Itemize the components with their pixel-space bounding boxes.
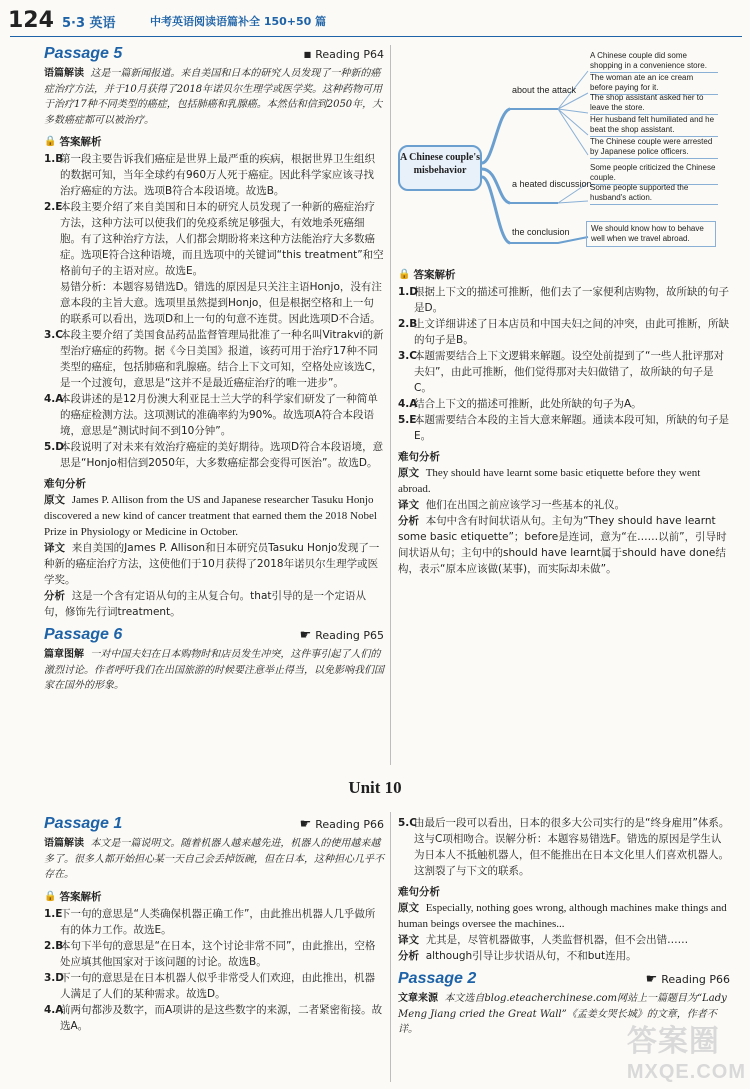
column-divider — [390, 812, 391, 1082]
page-number: 124 — [8, 8, 54, 33]
reading-ref — [300, 817, 384, 832]
mind-map-center: A Chinese couple's misbehavior — [398, 145, 482, 191]
answer-explanation: 结合上下文的描述可推断，此处所缺的句子为A。 — [414, 398, 642, 410]
answer-number: 4.A — [44, 393, 64, 405]
watermark-line: MXQE.COM — [626, 1061, 746, 1083]
answer-number: 3.D — [44, 971, 65, 984]
answer-explanation: 本句下半句的意思是“在日本，这个讨论非常不同”，由此推出，空格处应填其他国家对于该问题的讨论。故选B。 — [60, 939, 376, 968]
analysis-text: although引导让步状语从句，不和but连用。 — [425, 950, 637, 962]
intro-text: 一对中国夫妇在日本购物时和店员发生冲突，这件事引起了人们的激烈讨论。作者呼吁我们在出国旅游的时候要注意举止得当，以免影响我们国家在国外的形象。 — [44, 649, 384, 691]
original-text: They should have learnt some basic etiquette before they went abroad. — [398, 467, 701, 495]
intro-text: 本文是一篇说明文。随着机器人越来越先进，机器人的使用越来越多了。很多人都开始担心某一天自己会丢掉饭碗，但在日本，这种担心几乎不存在。 — [44, 838, 384, 880]
answer-section-label: 答案解析 — [59, 136, 102, 148]
translation-text: 尤其是，尽管机器做事，人类监督机器，但不会出错…… — [425, 934, 689, 946]
branch-leaf: Some people criticized the Chinese couple. — [590, 163, 718, 185]
original-text: James P. Allison from the US and Japanese researcher Tasuku Honjo discovered a new kind of cancer treatment that earned them the 2018 Nobel Prize in Physiology or Medicine in October. — [44, 494, 377, 538]
column-divider — [390, 45, 391, 765]
passage-header — [44, 45, 384, 63]
passage-intro — [44, 836, 384, 883]
answer-explanation: 由最后一段可以看出，日本的很多大公司实行的是“终身雇用”体系。这与C项相吻合。误解分析：本题容易错选F。错选的原因是学生认为日本人不抵触机器人，但不能推出在日本文化里人们喜欢机器人。这割裂了与下文的联系。 — [414, 817, 730, 877]
answer-number: 1.B — [44, 153, 64, 165]
branch-label: a heated discussion — [512, 179, 592, 189]
analysis-text: 这是一个含有定语从句的主从复合句。that引导的是一个定语从句，修饰先行词treatment。 — [44, 590, 367, 618]
book-subtitle: 中考英语阅读语篇补全 150+50 篇 — [150, 15, 327, 28]
answer-item — [398, 316, 730, 348]
passage-title: Passage 1 — [44, 815, 123, 832]
answer-explanation: 下一句的意思是“人类确保机器正确工作”，由此推出机器人几乎做所有的体力工作。故选E。 — [60, 907, 376, 936]
answer-explanation: 本段主要介绍了美国食品药品监督管理局批准了一种名叫Vitrakvi的新型治疗癌症的药物。据《今日美国》报道，该药可用于治疗17种不同类型的癌症，包括肺癌和乳腺癌。结合上下文可知，空格处应该选C，是一个过渡句，意思是“这并不是最近癌症治疗的唯一进步”。 — [60, 329, 384, 389]
unit-heading: Unit 10 — [348, 778, 402, 797]
lock-icon: 🔒 — [398, 269, 411, 280]
answer-section-title — [398, 267, 730, 282]
original-label: 原文 — [398, 467, 419, 479]
reading-ref: ■ Reading P64 — [303, 47, 384, 61]
branch-leaf: We should know how to behave well when we travel abroad. — [586, 221, 716, 247]
translation-text: 他们在出国之前应该学习一些基本的礼仪。 — [425, 499, 626, 511]
branch-label: the conclusion — [512, 227, 570, 237]
answer-item — [44, 279, 384, 327]
answer-item — [398, 412, 730, 444]
reading-page: Reading P64 — [315, 47, 384, 61]
passage-5-section — [44, 45, 384, 694]
difficult-sentence-title: 难句分析 — [398, 886, 440, 898]
page-header — [0, 0, 750, 38]
answer-item — [398, 284, 730, 316]
passage-title: Passage 5 — [44, 45, 123, 62]
original-label: 原文 — [44, 494, 65, 506]
unit10-passage-1-section — [44, 815, 384, 1034]
answer-number: 2.E — [44, 201, 63, 213]
difficult-sentence-title: 难句分析 — [398, 451, 440, 463]
branch-leaf: Her husband felt humiliated and he beat the shop assistant. — [590, 115, 718, 137]
answer-explanation: 本段说明了对未来有效治疗癌症的美好期待。选项D符合本段语境，意思是“Honjo相信到2050年，大多数癌症都会变得可医治”。故选D。 — [60, 441, 384, 469]
answer-explanation: 易错分析：本题容易错选D。错选的原因是只关注主语Honjo，没有注意本段的主旨大意。选项里虽然提到Honjo，但是根据空格和上一句的联系可以看出，选项D和上一句的句意不连贯。因此选项D不合适。 — [60, 281, 382, 325]
answer-explanation: 本段主要介绍了来自美国和日本的研究人员发现了一种新的癌症治疗方法，这种方法可以使我们的免疫系统足够强大，有效地杀死癌细胞。有了这种治疗方法，人们都会期盼将来这种方法能治疗大多数癌症。选项E符合这种语境，而且选项中的关键词“this treatment”和空格前句子的主语对应。故选E。 — [60, 201, 384, 277]
answer-explanation: 本题需要结合上下文逻辑来解题。设空处前提到了“一些人批评那对夫妇”，由此可推断，他们觉得那对夫妇做错了，故所缺的句子是C。 — [414, 350, 724, 394]
reading-ref — [300, 628, 384, 643]
translation — [398, 932, 730, 948]
answer-list — [398, 815, 730, 879]
answer-explanation: 下一句的意思是在日本机器人似乎非常受人们欢迎，由此推出，机器人满足了人们的某种需求。故选D。 — [60, 971, 375, 1000]
answer-explanation: 前两句都涉及数字，而A项讲的是这些数字的来源，二者紧密衔接。故选A。 — [60, 1003, 383, 1032]
branch-leaf: The woman ate an ice cream before paying for it. — [590, 73, 718, 95]
answer-item — [398, 396, 730, 412]
answer-item — [44, 199, 384, 279]
analysis — [398, 948, 730, 964]
passage-intro — [44, 66, 384, 128]
answer-number: 5.E — [398, 414, 417, 426]
original-sentence — [398, 900, 730, 932]
answer-number: 2.B — [44, 939, 64, 952]
site-watermark — [627, 1027, 746, 1087]
intro-label: 语篇解读 — [44, 838, 84, 849]
original-text: Especially, nothing goes wrong, although machines make things and human beings oversee the machines... — [398, 902, 727, 930]
answer-number: 1.E — [44, 907, 63, 920]
original-sentence — [44, 492, 384, 540]
branch-leaf: A Chinese couple did some shopping in a convenience store. — [590, 51, 718, 73]
answer-explanation: 本题需要结合本段的主旨大意来解题。通读本段可知，所缺的句子是E。 — [414, 414, 729, 442]
passage-header — [398, 970, 730, 988]
answer-number: 4.A — [44, 1003, 64, 1016]
answer-section-label: 答案解析 — [413, 269, 456, 281]
answer-number: 4.A — [398, 398, 418, 410]
translation — [398, 497, 730, 513]
analysis-text: 本句中含有时间状语从句。主句为“They should have learnt some basic etiquette”；before是连词，意为“在……以前”，引导时间状语从句；主句中的should have learnt属于should have done结构，表示“原本应该做(某事)，而实际却未做”。 — [398, 515, 727, 575]
analysis-label: 分析 — [398, 515, 419, 527]
answer-section-label: 答案解析 — [59, 890, 102, 903]
passage-header — [44, 815, 384, 833]
answer-section-title — [44, 889, 384, 904]
passage-6-section — [398, 45, 730, 577]
branch-leaf: The Chinese couple were arrested by Japanese police officers. — [590, 137, 718, 159]
reading-ref — [646, 972, 730, 987]
answer-explanation: 根据上下文的描述可推断，他们去了一家便利店购物，故所缺的句子是D。 — [414, 286, 729, 314]
answer-number — [44, 279, 60, 327]
answer-number: 2.B — [398, 318, 418, 330]
original-sentence — [398, 465, 730, 497]
answer-number: 3.C — [44, 329, 64, 341]
original-label: 原文 — [398, 902, 419, 914]
answer-section-title — [44, 134, 384, 149]
watermark-line: 答案圈 — [626, 1025, 720, 1058]
answer-list — [44, 906, 384, 1034]
answer-item — [44, 1002, 384, 1034]
pointing-hand-icon: ☛ — [299, 816, 312, 832]
answer-explanation: 本段讲述的是12月份澳大利亚昆士兰大学的科学家们研发了一种简单的癌症检测方法。这项测试的准确率約为90%。故选项A符合本段语境，意思是“测试时间不到10分钟”。 — [60, 393, 378, 437]
answer-item — [44, 391, 384, 439]
translation-label: 译文 — [398, 934, 419, 946]
intro-label: 语篇解读 — [44, 68, 84, 79]
answer-number: 5.D — [44, 441, 65, 453]
book-brand: 5·3 英语 — [62, 16, 116, 31]
answer-number: 1.D — [398, 286, 419, 298]
intro-text: 本文选自blog.eteacherchinese.com网站上一篇题目为“Lady Meng Jiang cried the Great Wall”《孟姜女哭长城》的文章，作者不详。 — [398, 993, 727, 1035]
intro-label: 文章来源 — [398, 993, 438, 1004]
intro-label: 篇章图解 — [44, 649, 84, 660]
translation — [44, 540, 384, 588]
translation-label: 译文 — [44, 542, 65, 554]
passage-title: Passage 2 — [398, 970, 477, 987]
translation-text: 来自美国的James P. Allison和日本研究员Tasuku Honjo发现了一种新的癌症治疗方法，这使他们于10月获得了2018年诺贝尔生理学或医学奖。 — [44, 542, 380, 586]
lock-icon: 🔒 — [44, 136, 57, 147]
answer-item — [44, 151, 384, 199]
answer-item — [398, 815, 730, 879]
translation-label: 译文 — [398, 499, 419, 511]
answer-item — [44, 439, 384, 471]
answer-explanation: 第一段主要告诉我们癌症是世界上最严重的疾病，根据世界卫生组织的数据可知，当年全球约有960万人死于癌症。因此科学家应该寻找治疗癌症的方法。选项B符合本段语境。故选B。 — [60, 153, 375, 197]
answer-number: 3.C — [398, 350, 418, 362]
answer-item — [44, 970, 384, 1002]
analysis-label: 分析 — [398, 950, 419, 962]
reading-page: Reading P66 — [315, 817, 384, 831]
branch-label: about the attack — [512, 85, 577, 95]
reading-page: Reading P65 — [315, 628, 384, 642]
branch-leaf: The shop assistant asked her to leave the store. — [590, 93, 718, 115]
answer-list — [44, 151, 384, 471]
passage-header — [44, 626, 384, 644]
mind-map — [398, 51, 730, 261]
answer-explanation: 上文详细讲述了日本店员和中国夫妇之间的冲突，由此可推断，所缺的句子是B。 — [414, 318, 729, 346]
passage-title: Passage 6 — [44, 626, 123, 643]
answer-list — [398, 284, 730, 444]
branch-leaf: Some people supported the husband's action. — [590, 183, 718, 205]
answer-item — [44, 938, 384, 970]
answer-item — [44, 906, 384, 938]
analysis — [398, 513, 730, 577]
header-rule — [10, 36, 742, 37]
analysis — [44, 588, 384, 620]
intro-text: 这是一篇新闻报道。来自美国和日本的研究人员发现了一种新的癌症治疗方法，并于10月获得了2018年诺贝尔生理学或医学奖。这种药物可用于治疗17种不同类型的癌症，包括肺癌和乳腺癌。本然估和信到2050年，大多数癌症都可以被治疗。 — [44, 68, 383, 126]
answer-number: 5.C — [398, 817, 418, 829]
pointing-hand-icon: ☛ — [645, 971, 658, 987]
analysis-label: 分析 — [44, 590, 65, 602]
passage-intro — [44, 647, 384, 694]
pointing-hand-icon: ☛ — [299, 627, 312, 643]
answer-item — [398, 348, 730, 396]
answer-item — [44, 327, 384, 391]
unit10-passage-1-continued — [398, 815, 730, 1038]
difficult-sentence-title: 难句分析 — [44, 478, 86, 490]
lock-icon: 🔒 — [44, 890, 57, 902]
reading-page: Reading P66 — [661, 972, 730, 986]
